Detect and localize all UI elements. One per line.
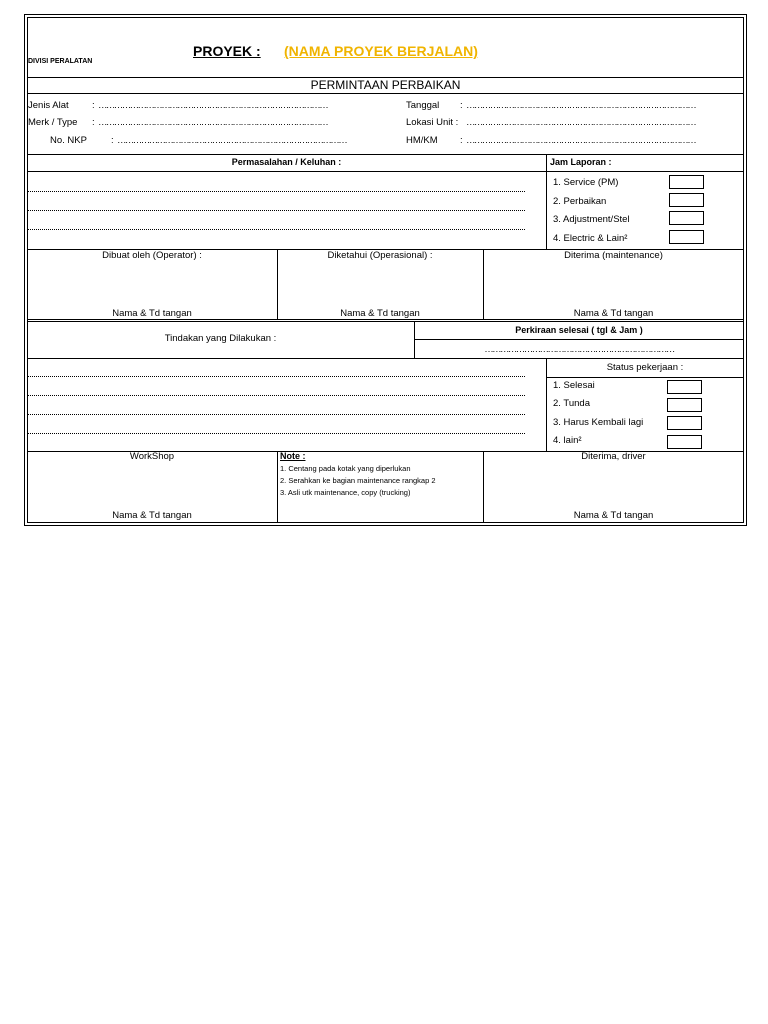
divisi-label: DIVISI PERALATAN: [28, 58, 93, 65]
checkbox-perbaikan[interactable]: [669, 193, 704, 207]
lokasi-unit-label: Lokasi Unit :: [406, 117, 459, 128]
driver-label: Diterima, driver: [581, 451, 646, 462]
complaint-line[interactable]: [28, 229, 525, 230]
action-line[interactable]: [28, 414, 525, 415]
status-hdivider: [546, 377, 744, 378]
form-title: PERMINTAAN PERBAIKAN: [310, 78, 461, 92]
complaint-line[interactable]: [28, 210, 525, 211]
title-divider-bottom: [27, 93, 744, 94]
status-lain: 4. lain²: [553, 435, 582, 446]
complaint-box: [27, 154, 744, 250]
note-item: 3. Asli utk maintenance, copy (trucking): [280, 488, 411, 497]
operasional-label: Diketahui (Operasional) :: [327, 250, 433, 261]
jenis-alat-colon: :: [92, 100, 95, 111]
project-name: (NAMA PROYEK BERJALAN): [284, 43, 478, 59]
note-label: Note :: [280, 451, 306, 461]
merk-type-colon: :: [92, 117, 95, 128]
no-nkp-label: No. NKP: [50, 135, 87, 146]
tanggal-field[interactable]: ……………………………………………………………………………: [466, 100, 696, 111]
tindakan-heading: Tindakan yang Dilakukan :: [164, 333, 277, 344]
action-line[interactable]: [28, 433, 525, 434]
status-tunda: 2. Tunda: [553, 398, 590, 409]
action-line[interactable]: [28, 395, 525, 396]
perkiraan-divider: [414, 339, 744, 340]
checkbox-selesai[interactable]: [667, 380, 702, 394]
proyek-label: PROYEK :: [193, 43, 261, 59]
tanggal-colon: :: [460, 100, 463, 111]
note-item: 1. Centang pada kotak yang diperlukan: [280, 464, 411, 473]
sig2-divider-a: [277, 451, 278, 523]
perkiraan-heading: Perkiraan selesai ( tgl & Jam ): [515, 325, 643, 335]
jenis-alat-field[interactable]: ……………………………………………………………………………: [98, 100, 328, 111]
jenis-alat-label: Jenis Alat: [28, 100, 69, 111]
maintenance-sign[interactable]: Nama & Td tangan: [573, 308, 654, 319]
option-service: 1. Service (PM): [553, 177, 619, 188]
merk-type-label: Merk / Type: [28, 117, 78, 128]
checkbox-electric[interactable]: [669, 230, 704, 244]
complaint-hdivider: [27, 171, 546, 172]
status-heading: Status pekerjaan :: [606, 362, 684, 373]
hm-km-colon: :: [460, 135, 463, 146]
operator-sign[interactable]: Nama & Td tangan: [112, 308, 192, 319]
complaint-vdivider: [546, 154, 547, 250]
checkbox-tunda[interactable]: [667, 398, 702, 412]
perkiraan-field[interactable]: ………………………………………………………………: [484, 344, 674, 355]
hm-km-field[interactable]: ……………………………………………………………………………: [466, 135, 696, 146]
maintenance-label: Diterima (maintenance): [564, 250, 663, 261]
complaint-heading: Permasalahan / Keluhan :: [231, 157, 342, 167]
checkbox-service[interactable]: [669, 175, 704, 189]
option-adjustment: 3. Adjustment/Stel: [553, 214, 630, 225]
driver-sign[interactable]: Nama & Td tangan: [573, 510, 654, 521]
no-nkp-colon: :: [111, 135, 114, 146]
jam-laporan-divider: [546, 171, 744, 172]
note-item: 2. Serahkan ke bagian maintenance rangkap 2: [280, 476, 436, 485]
workshop-sign[interactable]: Nama & Td tangan: [112, 510, 192, 521]
option-electric: 4. Electric & Lain²: [553, 233, 628, 244]
complaint-line[interactable]: [28, 191, 525, 192]
checkbox-lain[interactable]: [667, 435, 702, 449]
no-nkp-field[interactable]: ……………………………………………………………………………: [117, 135, 347, 146]
action-line[interactable]: [28, 376, 525, 377]
operator-label: Dibuat oleh (Operator) :: [102, 250, 202, 261]
hm-km-label: HM/KM: [406, 135, 438, 146]
status-selesai: 1. Selesai: [553, 380, 595, 391]
merk-type-field[interactable]: ……………………………………………………………………………: [98, 117, 328, 128]
checkbox-kembali[interactable]: [667, 416, 702, 430]
operasional-sign[interactable]: Nama & Td tangan: [340, 308, 420, 319]
tanggal-label: Tanggal: [406, 100, 440, 111]
status-kembali: 3. Harus Kembali lagi: [553, 417, 644, 428]
jam-laporan-label: Jam Laporan :: [550, 157, 612, 167]
lokasi-unit-field[interactable]: ……………………………………………………………………………: [466, 117, 696, 128]
checkbox-adjustment[interactable]: [669, 211, 704, 225]
option-perbaikan: 2. Perbaikan: [553, 196, 607, 207]
workshop-label: WorkShop: [129, 451, 175, 462]
